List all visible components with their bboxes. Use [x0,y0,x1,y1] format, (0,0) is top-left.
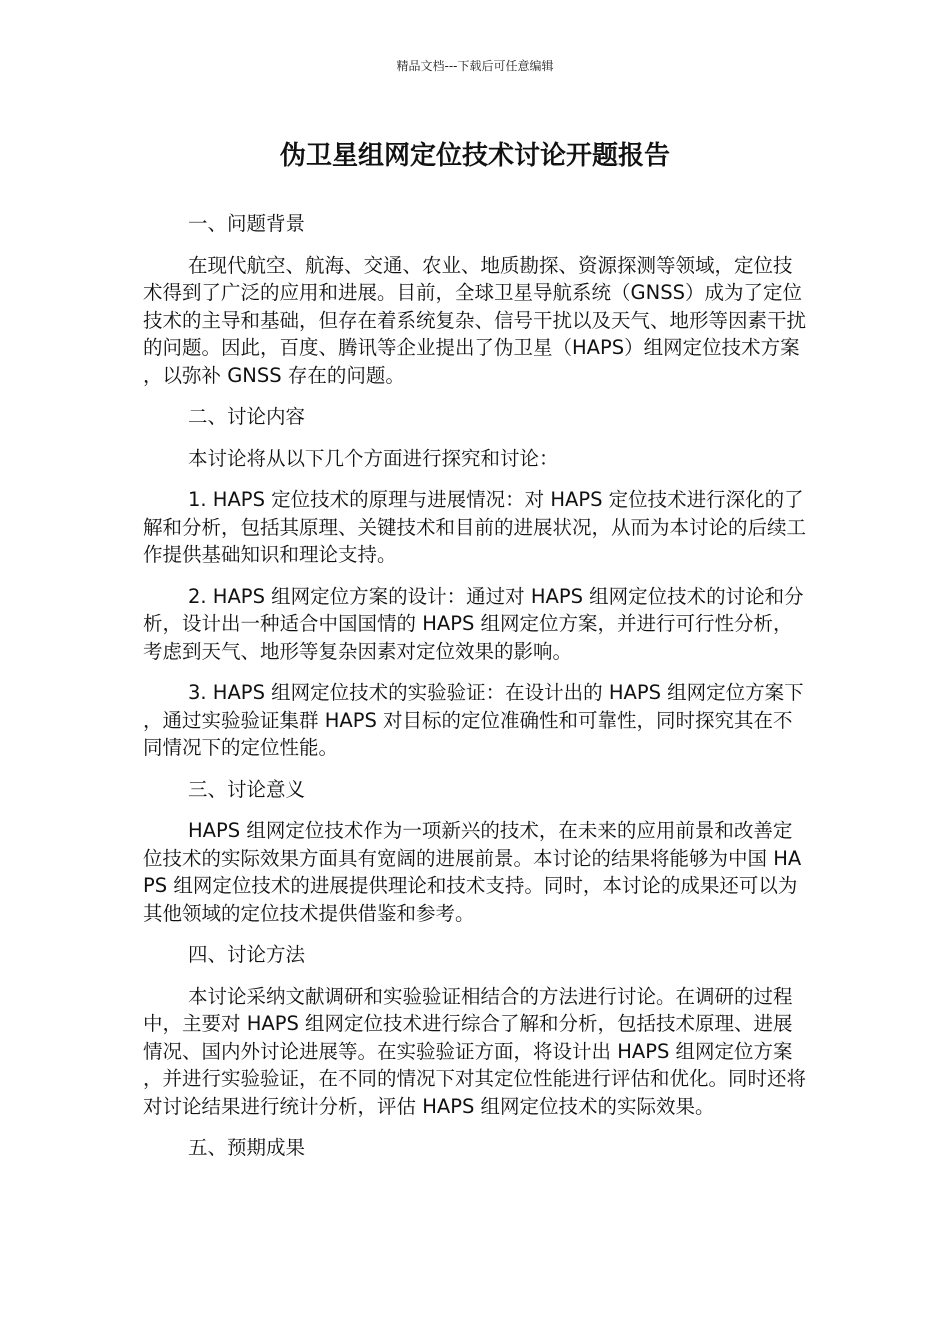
paragraph-significance: HAPS 组网定位技术作为一项新兴的技术，在未来的应用前景和改善定位技术的实际效果方面具有宽阔的进展前景。本讨论的结果将能够为中国 HAPS 组网定位技术的进展提供理论和技术支持。同时，本讨论的成果还可以为其他领域的定位技术提供借鉴和参考。 [143,819,802,925]
list-item-1: 1. HAPS 定位技术的原理与进展情况：对 HAPS 定位技术进行深化的了解和分析，包括其原理、关键技术和目前的进展状况，从而为本讨论的后续工作提供基础知识和理论支持。 [143,488,807,566]
document-title: 伪卫星组网定位技术讨论开题报告 [279,141,670,171]
section-heading-expected-results: 五、预期成果 [188,1136,306,1159]
list-item-3: 3. HAPS 组网定位技术的实验验证：在设计出的 HAPS 组网定位方案下，通过实验验证集群 HAPS 对目标的定位准确性和可靠性，同时探究其在不同情况下的定位性能。 [143,681,804,759]
paragraph-background: 在现代航空、航海、交通、农业、地质勘探、资源探测等领域，定位技术得到了广泛的应用和进展。目前，全球卫星导航系统（GNSS）成为了定位技术的主导和基础，但存在着系统复杂、信号干扰以及天气、地形等因素干扰的问题。因此，百度、腾讯等企业提出了伪卫星（HAPS）组网定位技术方案，以弥补 GNSS 存在的问题。 [143,253,807,387]
section-heading-method: 四、讨论方法 [188,943,306,966]
section-heading-background: 一、问题背景 [188,212,306,235]
section-heading-content: 二、讨论内容 [188,405,306,428]
paragraph-method: 本讨论采纳文献调研和实验验证相结合的方法进行讨论。在调研的过程中，主要对 HAPS 组网定位技术进行综合了解和分析，包括技术原理、进展情况、国内外讨论进展等。在实验验证方面，将设计出 HAPS 组网定位方案，并进行实验验证，在不同的情况下对其定位性能进行评估和优化。同时还将对讨论结果进行统计分析，评估 HAPS 组网定位技术的实际效果。 [143,984,807,1118]
section-heading-significance: 三、讨论意义 [188,777,306,801]
document-body [143,210,807,1176]
page-header: 精品文档---下载后可任意编辑 [396,59,554,73]
paragraph-content-intro: 本讨论将从以下几个方面进行探究和讨论： [188,446,559,470]
list-item-2: 2. HAPS 组网定位方案的设计：通过对 HAPS 组网定位技术的讨论和分析，设计出一种适合中国国情的 HAPS 组网定位方案，并进行可行性分析，考虑到天气、地形等复杂因素对定位效果的影响。 [143,584,804,663]
